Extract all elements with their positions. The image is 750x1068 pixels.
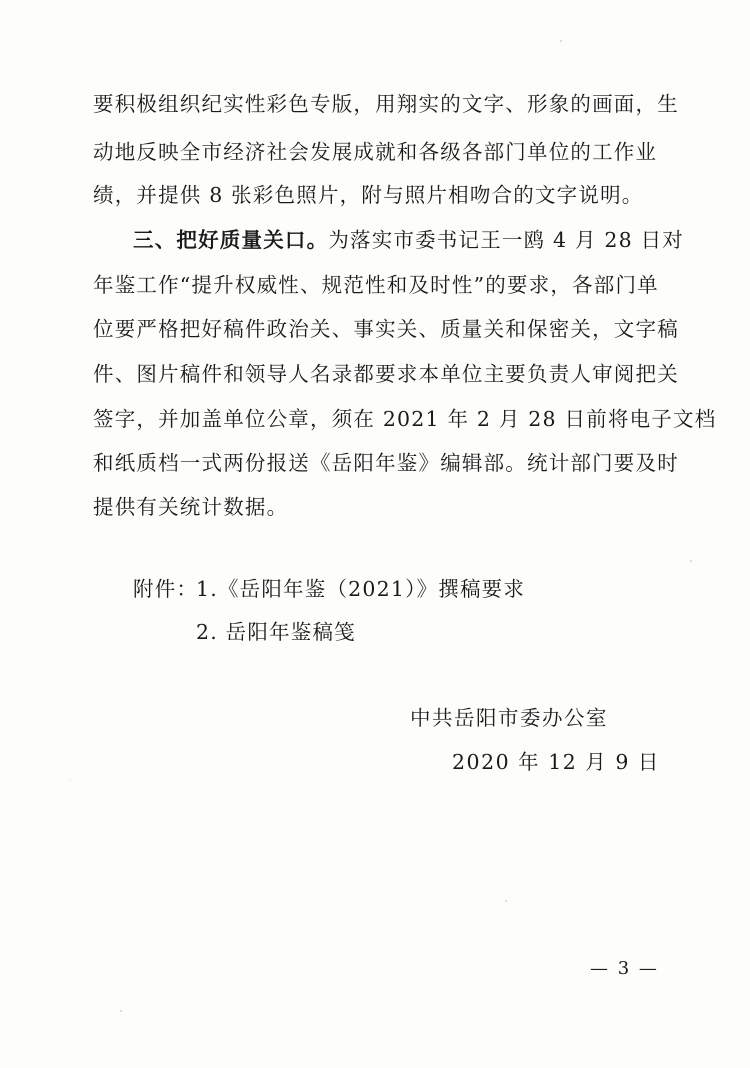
scan-speck [505, 900, 507, 902]
body-line-3: 绩，并提供 8 张彩色照片，附与照片相吻合的文字说明。 [93, 183, 644, 207]
body-line-7: 签字，并加盖单位公章，须在 2021 年 2 月 28 日前将电子文档 [93, 407, 717, 431]
section-3-heading: 三、把好质量关口。 [133, 228, 329, 252]
attachment-item-2: 2. 岳阳年鉴稿笺 [196, 620, 356, 644]
body-line-2: 动地反映全市经济社会发展成就和各级各部门单位的工作业 [93, 140, 658, 164]
section-3-first-line [133, 228, 684, 252]
scan-speck [690, 560, 692, 562]
scan-speck [560, 40, 562, 42]
body-line-9: 提供有关统计数据。 [93, 495, 289, 519]
attachment-label: 附件： [133, 577, 199, 601]
body-line-4: 年鉴工作“提升权威性、规范性和及时性”的要求，各部门单 [93, 273, 659, 297]
body-line-1: 要积极组织纪实性彩色专版，用翔实的文字、形象的画面，生 [93, 92, 679, 116]
scan-speck [70, 780, 71, 781]
body-line-6: 件、图片稿件和领导人名录都要求本单位主要负责人审阅把关 [93, 362, 679, 386]
page-number: — 3 — [590, 958, 659, 979]
scan-speck [120, 1010, 122, 1012]
section-3-text: 为落实市委书记王一鸥 4 月 28 日对 [328, 228, 685, 252]
attachment-item-1: 1.《岳阳年鉴（2021）》撰稿要求 [196, 577, 526, 601]
signature-org: 中共岳阳市委办公室 [410, 706, 608, 730]
signature-date: 2020 年 12 月 9 日 [452, 750, 660, 774]
body-line-5: 位要严格把好稿件政治关、事实关、质量关和保密关，文字稿 [93, 317, 679, 341]
body-line-8: 和纸质档一式两份报送《岳阳年鉴》编辑部。统计部门要及时 [93, 451, 679, 475]
